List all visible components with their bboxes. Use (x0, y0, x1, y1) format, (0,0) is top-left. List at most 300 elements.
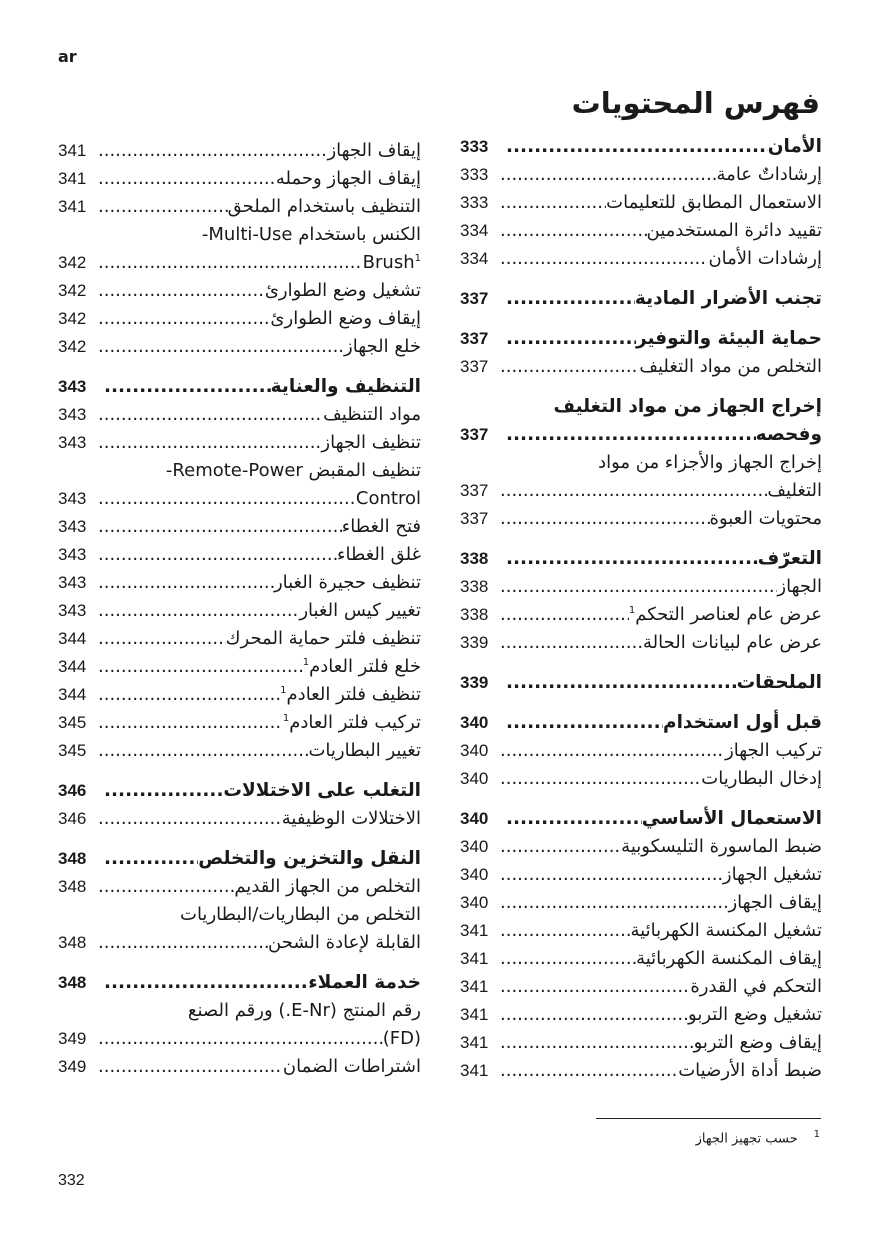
dot-leader (500, 189, 606, 217)
toc-entry (460, 765, 822, 793)
toc-entry-label: تغيير كيس الغبار (299, 600, 421, 621)
toc-page-number: 333 (460, 193, 489, 212)
toc-page-number: 345 (58, 741, 87, 760)
toc-section-heading (460, 421, 822, 449)
toc-entry-label: التحكم في القدرة (690, 976, 822, 997)
dot-leader (98, 485, 356, 513)
toc-entry-title (688, 1001, 822, 1029)
dot-leader (98, 165, 276, 193)
footnote-reference: 1 (414, 253, 421, 264)
dot-leader (98, 333, 344, 361)
toc-page-number: 339 (460, 633, 489, 652)
toc-entry-title (678, 1057, 822, 1085)
dot-leader (500, 833, 621, 861)
toc-entry (58, 513, 421, 541)
dot-leader (500, 353, 639, 381)
toc-entry-label: إرشاداتٌ عامة (716, 164, 822, 185)
toc-entry (460, 945, 822, 973)
toc-entry-line: الكنس باستخدام Multi-Use- (201, 224, 421, 245)
dot-leader (98, 653, 303, 681)
toc-entry-title (342, 513, 421, 541)
toc-page-number: 338 (460, 549, 489, 568)
toc-entry-title (337, 541, 421, 569)
toc-page-number: 340 (460, 713, 489, 732)
toc-entry (58, 249, 421, 277)
toc-entry (58, 193, 421, 221)
toc-entry-label: تنظيف الجهاز (321, 432, 421, 453)
toc-entry (58, 137, 421, 165)
toc-entry-label: إرشادات الأمان (708, 248, 822, 269)
toc-entry-label: تركيب فلتر العادم (289, 712, 421, 733)
footnote (696, 1129, 820, 1146)
toc-entry-title (308, 969, 421, 997)
dot-leader (506, 133, 768, 161)
toc-entry (58, 597, 421, 625)
toc-entry-title (777, 573, 822, 601)
toc-entry-label: إيقاف وضع التربو (693, 1032, 822, 1053)
toc-entry-title (694, 1029, 822, 1057)
toc-entry-label: Brush (362, 252, 415, 273)
toc-section-heading (58, 373, 421, 401)
toc-entry (58, 485, 421, 513)
toc-entry (58, 305, 421, 333)
toc-entry-title (303, 653, 421, 681)
toc-page-number: 344 (58, 629, 87, 648)
dot-leader (98, 137, 327, 165)
dot-leader (98, 193, 228, 221)
footnote-reference: 1 (280, 685, 287, 696)
toc-entry-title (690, 973, 822, 1001)
toc-page-number: 337 (460, 329, 489, 348)
toc-entry-label: غلق الغطاء (337, 544, 421, 565)
toc-entry (460, 1057, 822, 1085)
toc-entry-label: التغلب على الاختلالات (223, 780, 421, 801)
toc-entry-label: فتح الغطاء (341, 516, 421, 537)
footnote-reference: 1 (628, 605, 636, 616)
dot-leader (500, 973, 690, 1001)
toc-page-number: 343 (58, 489, 87, 508)
toc-entry-label: الجهاز (777, 576, 822, 597)
toc-page-number: 343 (58, 517, 87, 536)
toc-entry-title (642, 805, 822, 833)
toc-entry (460, 573, 822, 601)
dot-leader (500, 1001, 688, 1029)
dot-leader (506, 285, 635, 313)
dot-leader (500, 737, 725, 765)
toc-entry (58, 277, 421, 305)
toc-page-number: 341 (460, 921, 489, 940)
dot-leader (506, 669, 737, 697)
toc-section-heading (460, 709, 822, 737)
toc-entry-label: تشغيل وضع الطوارئ (264, 280, 421, 301)
toc-entry-title (234, 873, 421, 901)
toc-entry-label: الملحقات (736, 672, 822, 693)
dot-leader (98, 249, 363, 277)
toc-entry-title (663, 709, 822, 737)
dot-leader (98, 1053, 283, 1081)
toc-entry (460, 861, 822, 889)
toc-entry-label: الاستعمال الأساسي (641, 808, 822, 829)
toc-entry (58, 873, 421, 901)
toc-page-number: 342 (58, 337, 87, 356)
toc-entry (58, 737, 421, 765)
toc-page-number: 338 (460, 577, 489, 596)
toc-entry-label: التغليف (767, 480, 822, 501)
toc-entry-title (268, 929, 421, 957)
page-number: 332 (58, 1172, 85, 1189)
toc-entry-label: إيقاف الجهاز وحمله (275, 168, 421, 189)
dot-leader (500, 505, 710, 533)
toc-section-heading (460, 285, 822, 313)
toc-entry-title (756, 421, 822, 449)
toc-entry (58, 625, 421, 653)
toc-entry (460, 833, 822, 861)
toc-entry-label: القابلة لإعادة الشحن (268, 932, 421, 953)
toc-section-heading (460, 669, 822, 697)
toc-page-number: 341 (58, 141, 87, 160)
dot-leader (98, 737, 308, 765)
dot-leader (500, 917, 631, 945)
toc-entry-label: خلع الجهاز (344, 336, 421, 357)
toc-entry-label: تشغيل الجهاز (722, 864, 822, 885)
toc-page-number: 340 (460, 809, 489, 828)
toc-entry-label: خدمة العملاء (308, 972, 421, 993)
toc-page-number: 341 (460, 949, 489, 968)
toc-entry (58, 569, 421, 597)
toc-page-number: 342 (58, 281, 87, 300)
toc-entry-title (282, 805, 421, 833)
toc-page-number: 341 (460, 1061, 489, 1080)
toc-entry-title (276, 165, 421, 193)
toc-page-number: 343 (58, 545, 87, 564)
toc-entry-title (639, 353, 822, 381)
dot-leader (500, 217, 647, 245)
toc-entry-label: تنظيف حجيرة الغبار (273, 572, 421, 593)
toc-page-number: 344 (58, 685, 87, 704)
toc-entry-title (283, 709, 421, 737)
toc-entry-title (363, 249, 421, 277)
toc-entry (58, 541, 421, 569)
toc-entry-label: تقييد دائرة المستخدمين (646, 220, 822, 241)
dot-leader (500, 861, 723, 889)
toc-entry-title (717, 161, 822, 189)
dot-leader (98, 625, 226, 653)
toc-entry (460, 245, 822, 273)
toc-entry-title (723, 861, 822, 889)
toc-page-number: 348 (58, 877, 87, 896)
toc-entry-title (280, 681, 421, 709)
toc-page-number: 341 (58, 169, 87, 188)
dot-leader (98, 805, 282, 833)
toc-entry-title (327, 137, 421, 165)
dot-leader (500, 161, 717, 189)
toc-entry (460, 1029, 822, 1057)
toc-entry-label: وفحصه (755, 424, 822, 445)
toc-page-number: 343 (58, 433, 87, 452)
toc-entry-label: الأمان (767, 136, 822, 157)
toc-entry-title (323, 401, 421, 429)
toc-page-number: 340 (460, 837, 489, 856)
toc-entry-label: ضبط أداة الأرضيات (678, 1060, 822, 1081)
toc-entry-title (299, 597, 421, 625)
toc-page-number: 337 (460, 289, 489, 308)
dot-leader (500, 1029, 694, 1057)
dot-leader (98, 305, 270, 333)
toc-page-number: 337 (460, 425, 489, 444)
toc-page-number: 349 (58, 1057, 87, 1076)
toc-page-number: 344 (58, 657, 87, 676)
toc-section-heading (460, 545, 822, 573)
dot-leader (506, 805, 642, 833)
toc-column-left (58, 137, 421, 1081)
toc-entry-label: تشغيل المكنسة الكهربائية (630, 920, 822, 941)
toc-page-number: 349 (58, 1029, 87, 1048)
toc-page-number: 340 (460, 865, 489, 884)
toc-entry-line: رقم المنتج (E-Nr.) ورقم الصنع (187, 1000, 421, 1021)
toc-entry-title (768, 133, 822, 161)
toc-entry-label: تجنب الأضرار المادية (634, 288, 822, 309)
toc-column-right (460, 133, 822, 1085)
toc-page-number: 334 (460, 249, 489, 268)
toc-page-number: 341 (460, 977, 489, 996)
toc-entry-title (635, 285, 822, 313)
toc-entry-label: الاختلالات الوظيفية (281, 808, 421, 829)
toc-entry-title (621, 833, 822, 861)
toc-entry-label: خلع فلتر العادم (309, 656, 421, 677)
toc-entry (58, 709, 421, 737)
toc-entry (460, 1001, 822, 1029)
toc-entry-title (344, 333, 421, 361)
toc-entry-title (321, 429, 421, 457)
toc-entry-title (636, 945, 822, 973)
toc-entry-title (228, 193, 421, 221)
toc-section-heading (460, 133, 822, 161)
toc-page-number: 343 (58, 377, 87, 396)
toc-page-number: 333 (460, 165, 489, 184)
toc-entry (58, 1053, 421, 1081)
toc-page-number: 337 (460, 509, 489, 528)
toc-entry-line: التخلص من البطاريات/البطاريات (180, 904, 421, 925)
dot-leader (104, 969, 308, 997)
toc-entry (460, 737, 822, 765)
toc-entry (460, 889, 822, 917)
toc-page-number: 341 (460, 1033, 489, 1052)
toc-entry-label: التخلص من مواد التغليف (639, 356, 822, 377)
toc-entry (460, 973, 822, 1001)
toc-entry-title (636, 325, 822, 353)
toc-entry-label: تغيير البطاريات (308, 740, 421, 761)
dot-leader (98, 277, 265, 305)
toc-entry-label: (FD) (382, 1028, 421, 1049)
toc-page-number: 346 (58, 809, 87, 828)
toc-entry-label: التنظيف والعناية (270, 376, 421, 397)
toc-entry-title (223, 777, 421, 805)
toc-entry-label: إيقاف المكنسة الكهربائية (636, 948, 822, 969)
toc-entry (460, 917, 822, 945)
toc-page-number: 343 (58, 601, 87, 620)
dot-leader (104, 373, 271, 401)
footnote-reference: 1 (282, 713, 290, 724)
toc-entry-label: التخلص من الجهاز القديم (234, 876, 421, 897)
toc-entry-label: اشتراطات الضمان (282, 1056, 421, 1077)
toc-entry-title (728, 889, 822, 917)
dot-leader (506, 421, 756, 449)
dot-leader (98, 873, 234, 901)
dot-leader (98, 597, 299, 625)
dot-leader (500, 629, 643, 657)
toc-entry (460, 629, 822, 657)
dot-leader (500, 573, 777, 601)
toc-entry-title (265, 277, 421, 305)
dot-leader (98, 429, 321, 457)
toc-entry-line: إخراج الجهاز والأجزاء من مواد (598, 452, 822, 473)
toc-entry-label: Control (355, 488, 421, 509)
toc-page-number: 348 (58, 849, 87, 868)
page-title: فهرس المحتويات (571, 86, 820, 120)
toc-entry (58, 929, 421, 957)
toc-entry (460, 189, 822, 217)
toc-section-heading (58, 845, 421, 873)
toc-page-number: 348 (58, 933, 87, 952)
toc-page-number: 334 (460, 221, 489, 240)
dot-leader (104, 845, 198, 873)
toc-entry-label: إدخال البطاريات (701, 768, 822, 789)
toc-entry-line: إخراج الجهاز من مواد التغليف (553, 396, 822, 417)
toc-entry-title (270, 305, 421, 333)
toc-entry-label: قبل أول استخدام (663, 712, 822, 733)
toc-entry-label: تنظيف فلتر حماية المحرك (225, 628, 421, 649)
toc-entry-title (274, 569, 421, 597)
dot-leader (104, 777, 223, 805)
toc-entry-label: عرض عام لبيانات الحالة (643, 632, 822, 653)
toc-entry-label: عرض عام لعناصر التحكم (635, 604, 822, 625)
toc-entry (58, 681, 421, 709)
dot-leader (500, 245, 708, 273)
footnote-text: حسب تجهيز الجهاز (695, 1131, 798, 1147)
toc-page-number: 345 (58, 713, 87, 732)
dot-leader (500, 477, 767, 505)
toc-entry-title (226, 625, 421, 653)
toc-page-number: 346 (58, 781, 87, 800)
toc-entry (460, 217, 822, 245)
toc-entry-title (647, 217, 822, 245)
toc-entry-line: تنظيف المقبض Remote-Power- (165, 460, 421, 481)
toc-page-number: 340 (460, 893, 489, 912)
toc-page-number: 339 (460, 673, 489, 692)
toc-section-heading (58, 969, 421, 997)
toc-page-number: 337 (460, 357, 489, 376)
toc-entry-title (631, 917, 822, 945)
toc-page-number: 338 (460, 605, 489, 624)
toc-entry (58, 401, 421, 429)
toc-page-number: 342 (58, 253, 87, 272)
toc-entry (460, 601, 822, 629)
dot-leader (98, 929, 268, 957)
toc-entry-label: التعرّف (757, 548, 822, 569)
toc-entry-label: الاستعمال المطابق للتعليمات (606, 192, 822, 213)
toc-entry-title (737, 669, 822, 697)
toc-entry-label: مواد التنظيف (323, 404, 421, 425)
toc-entry-title (308, 737, 421, 765)
toc-entry-title (701, 765, 822, 793)
toc-entry (460, 477, 822, 505)
dot-leader (98, 513, 342, 541)
dot-leader (98, 1025, 383, 1053)
language-code: ar (58, 47, 77, 66)
toc-page-number: 343 (58, 573, 87, 592)
toc-entry-label: ضبط الماسورة التليسكوبية (621, 836, 822, 857)
toc-page-number: 337 (460, 481, 489, 500)
toc-section-heading (58, 777, 421, 805)
toc-entry-title (198, 845, 421, 873)
toc-page-number: 333 (460, 137, 489, 156)
toc-entry (58, 1025, 421, 1053)
dot-leader (98, 681, 280, 709)
toc-entry (58, 429, 421, 457)
dot-leader (98, 401, 323, 429)
toc-page-number: 343 (58, 405, 87, 424)
toc-entry (58, 165, 421, 193)
toc-entry-label: تنظيف فلتر العادم (286, 684, 421, 705)
toc-entry-title (271, 373, 421, 401)
toc-entry-title (383, 1025, 421, 1053)
dot-leader (98, 709, 283, 737)
toc-entry-title (356, 485, 421, 513)
toc-page-number: 342 (58, 309, 87, 328)
dot-leader (500, 601, 629, 629)
toc-entry-label: تركيب الجهاز (725, 740, 822, 761)
toc-entry-title (708, 245, 822, 273)
dot-leader (500, 945, 636, 973)
toc-entry-title (283, 1053, 421, 1081)
toc-page-number: 341 (460, 1005, 489, 1024)
toc-entry-title (710, 505, 822, 533)
toc-entry (460, 353, 822, 381)
footnote-reference: 1 (302, 657, 310, 668)
toc-entry-title (643, 629, 822, 657)
dot-leader (500, 1057, 678, 1085)
footnote-marker: 1 (813, 1129, 820, 1140)
toc-section-heading (460, 805, 822, 833)
footnote-rule (596, 1118, 821, 1119)
toc-entry-title (606, 189, 822, 217)
toc-entry (58, 333, 421, 361)
dot-leader (500, 889, 728, 917)
toc-entry (460, 505, 822, 533)
dot-leader (98, 569, 274, 597)
toc-entry (58, 805, 421, 833)
toc-entry (58, 653, 421, 681)
toc-page-number: 340 (460, 741, 489, 760)
toc-entry-label: التنظيف باستخدام الملحق (227, 196, 421, 217)
toc-entry-label: محتويات العبوة (709, 508, 822, 529)
dot-leader (506, 545, 758, 573)
toc-entry-title (725, 737, 822, 765)
dot-leader (500, 765, 701, 793)
dot-leader (506, 325, 636, 353)
toc-entry-label: إيقاف الجهاز (327, 140, 421, 161)
toc-entry-label: حماية البيئة والتوفير (635, 328, 822, 349)
toc-entry-title (629, 601, 822, 629)
toc-page-number: 341 (58, 197, 87, 216)
toc-entry-title (767, 477, 822, 505)
toc-entry-label: النقل والتخزين والتخلص (198, 848, 421, 869)
toc-entry-label: إيقاف الجهاز (728, 892, 822, 913)
toc-section-heading (460, 325, 822, 353)
toc-page-number: 348 (58, 973, 87, 992)
toc-entry (460, 161, 822, 189)
toc-page-number: 340 (460, 769, 489, 788)
